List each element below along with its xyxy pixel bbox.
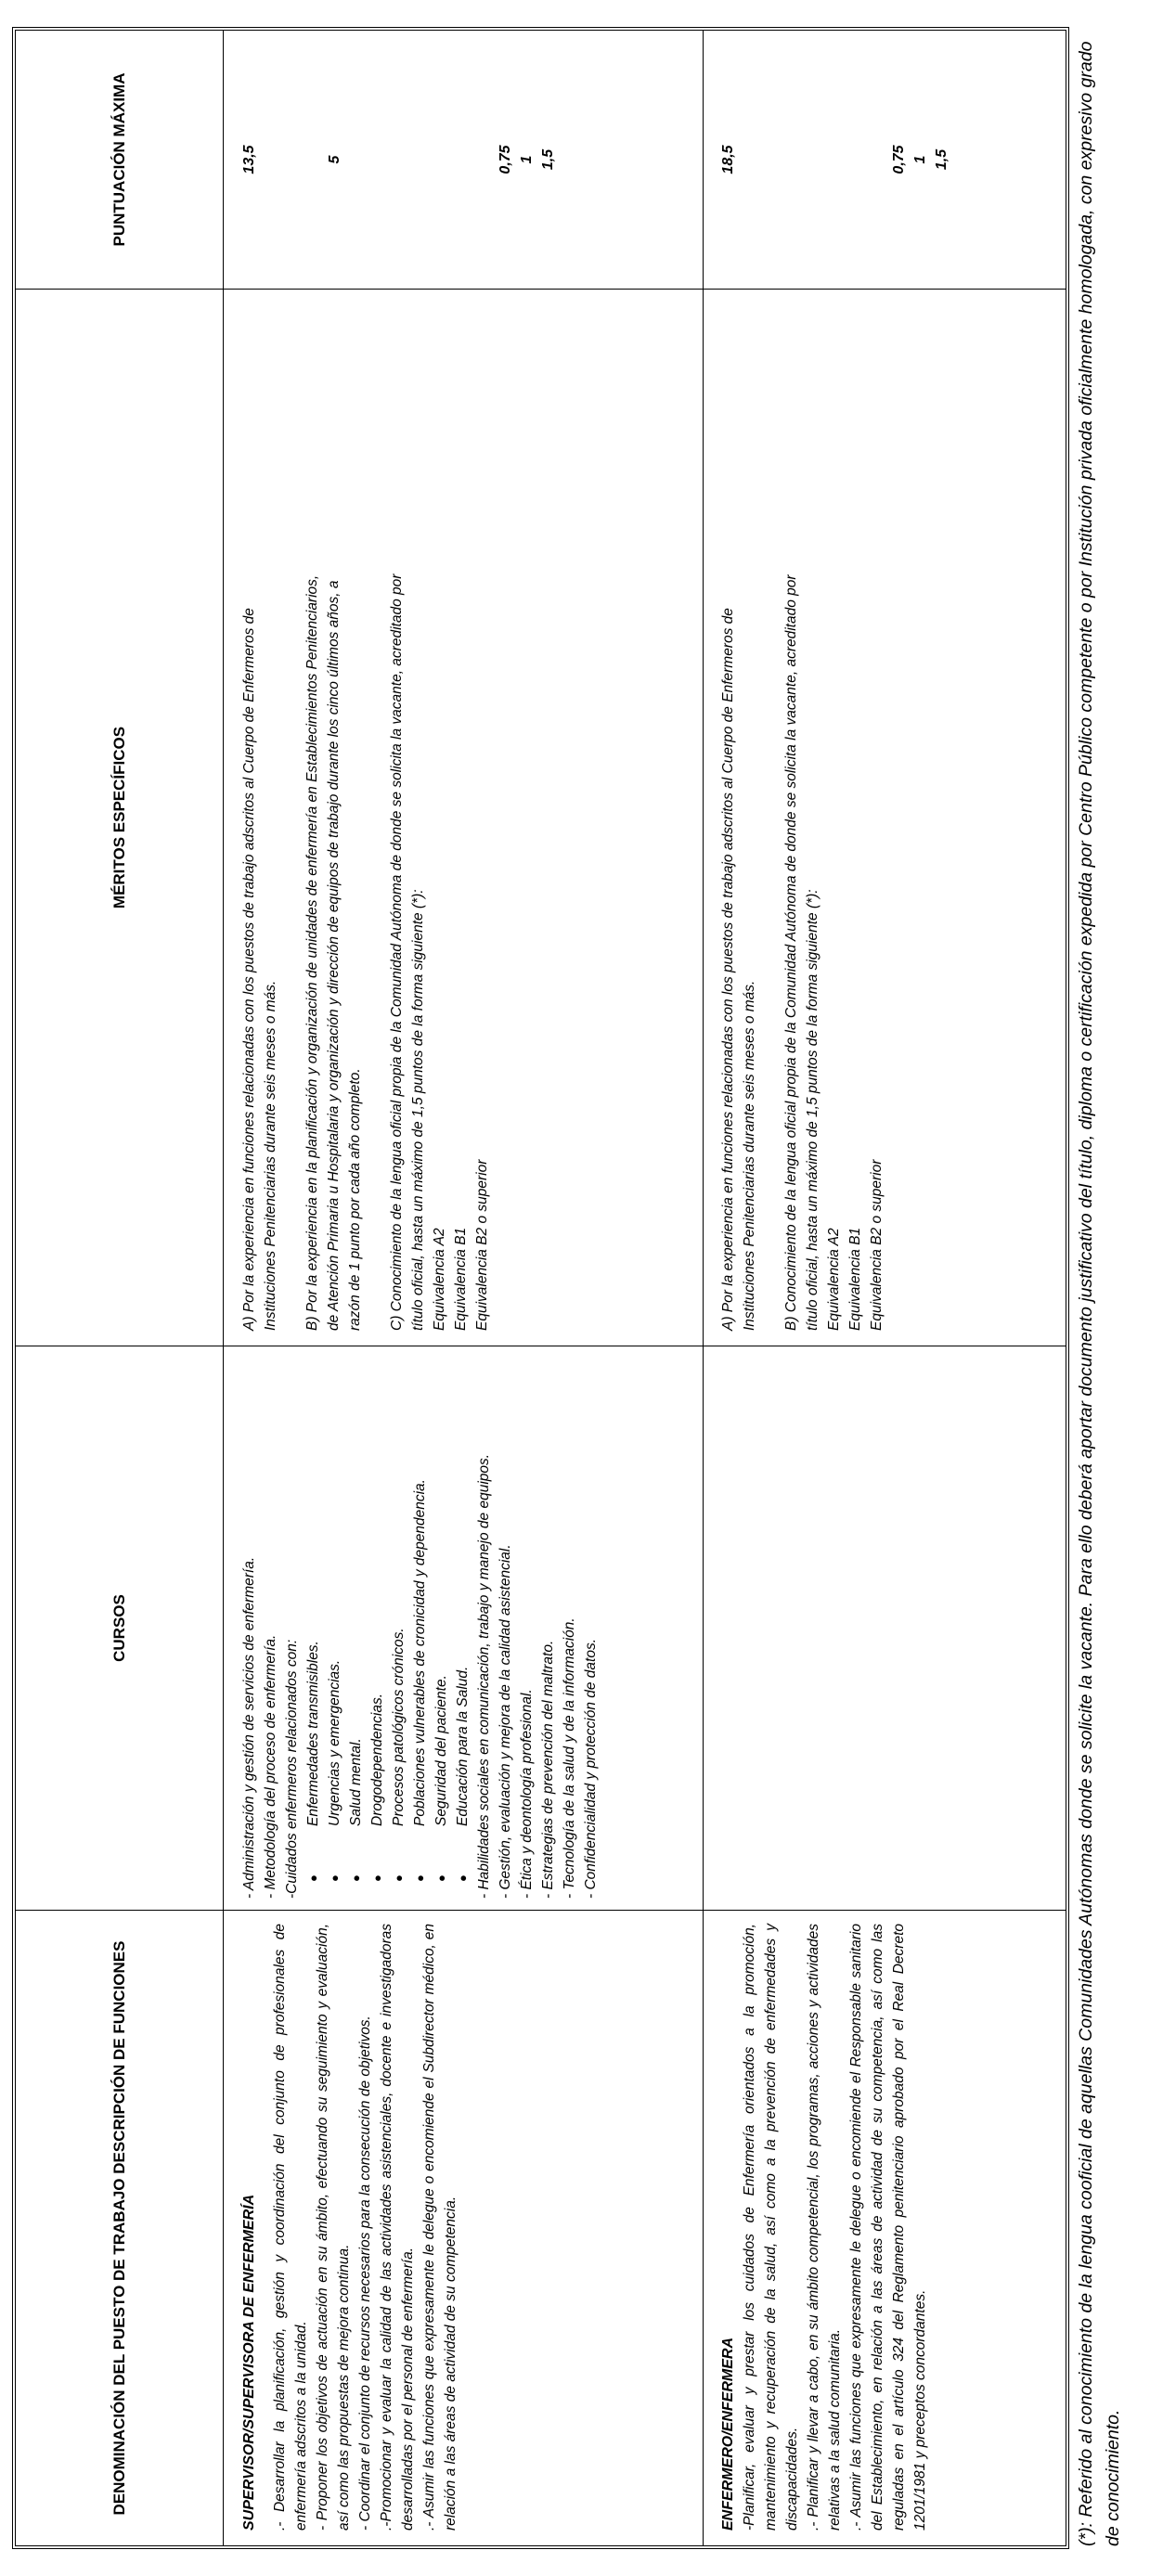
row1-functions [269, 1924, 461, 2531]
function-item: .-Promocionar y evaluar la calidad de las actividades asistenciales, docente e investigadoras desarrolladas por el personal de enfermería. [379, 1924, 416, 2531]
courses-sublist [303, 1359, 473, 1899]
function-item: - Proponer los objetivos de actuación en su ámbito, efectuando su seguimiento y evaluación, así como las propuestas de mejora continua. [315, 1924, 352, 2531]
merit-a: A) Por la experiencia en funciones relacionadas con los puestos de trabajo adscritos al Cuerpo de Enfermeros de Instituciones Penitenciarias durante seis meses o más. [241, 608, 278, 1331]
row-divider [703, 31, 704, 289]
row2-meritos-cell [717, 568, 887, 1331]
row-divider [703, 1346, 704, 1910]
course-item: - Habilidades sociales en comunicación, trabajo y manejo de equipos. [476, 1453, 492, 1899]
equivalence-b1: Equivalencia B1 [847, 1227, 863, 1331]
function-item: .- Desarrollar la planificación, gestión y coordinación del conjunto de profesionales de enfermería adscritos a la unidad. [272, 1924, 309, 2531]
column-puesto [16, 1911, 1066, 2545]
merit-b: B) Por la experiencia en la planificación y organización de unidades de enfermería en Establecimientos Penitenciarios, de Atención Primaria u Hospitalaria y organización y dirección de equipos de trabajo durante los cinco últimos años, a razón de 1 punto por cada año completo. [304, 574, 363, 1331]
row1-cursos-cell [239, 1359, 601, 1899]
function-item: - Coordinar el conjunto de recursos necesarios para la consecución de objetivos. [357, 2016, 373, 2531]
course-item: - Confidencialidad y protección de datos. [583, 1638, 599, 1899]
header-puntuacion: PUNTUACIÓN MÁXIMA [16, 31, 224, 289]
row1-puesto-cell [239, 1924, 461, 2531]
course-item: -Cuidados enfermeros relacionados con: [284, 1639, 300, 1899]
header-puesto: DENOMINACIÓN DEL PUESTO DE TRABAJO DESCRIPCIÓN DE FUNCIONES [16, 1911, 224, 2545]
function-item: .- Planificar y llevar a cabo, en su ámbito competencial, los programas, acciones y actividades relativas a la salud comunitaria. [806, 1924, 843, 2531]
merit-a: A) Por la experiencia en funciones relacionadas con los puestos de trabajo adscritos al Cuerpo de Enfermeros de Instituciones Penitenciarias durante seis meses o más. [720, 608, 757, 1331]
row1-title: SUPERVISOR/SUPERVISORA DE ENFERMERÍA [241, 2194, 257, 2531]
points-b2: 1,5 [934, 148, 950, 171]
merits-table [15, 30, 1066, 2546]
row2-functions [739, 1924, 931, 2531]
row-divider [703, 1911, 704, 2545]
course-subitem: ● Educación para la Salud. [452, 1359, 473, 1882]
course-subitem: ● Salud mental. [345, 1359, 367, 1882]
points-a2: 0,75 [891, 145, 907, 174]
points-a2: 0,75 [497, 145, 513, 174]
equivalence-b2: Equivalencia B2 o superior [474, 1159, 490, 1331]
points-b2: 1,5 [540, 148, 556, 171]
merit-language: B) Conocimiento de la lengua oficial propia de la Comunidad Autónoma de donde se solicita la vacante, acreditado por título oficial, hasta un máximo de 1,5 puntos de la forma siguiente (*): [783, 574, 821, 1331]
course-item: - Gestión, evaluación y mejora de la calidad asistencial. [497, 1544, 513, 1899]
row-divider [703, 290, 704, 1346]
header-cursos: CURSOS [16, 1346, 224, 1910]
function-item: .- Asumir las funciones que expresamente le delegue o encomiende el Responsable sanitario del Establecimiento, en relación a las áreas de actividad de su competencia, así como las reguladas en el artículo 324 del Reglamento penitenciario aprobado por el Real Decreto 1201/1981 y preceptos concordantes. [848, 1924, 928, 2531]
points-experience: 18,5 [720, 145, 736, 174]
course-subitem: ● Enfermedades transmisibles. [303, 1359, 324, 1882]
equivalence-a2: Equivalencia A2 [432, 1228, 447, 1331]
courses-list [239, 1359, 303, 1899]
course-item: - Estrategias de prevención del maltrato. [540, 1640, 556, 1899]
course-subitem: ● Seguridad del paciente. [431, 1359, 452, 1882]
row2-title: ENFERMERO/ENFERMERA [720, 2337, 736, 2531]
function-item: .- Asumir las funciones que expresamente le delegue o encomiende el Subdirector médico, en relación a las áreas de actividad de su competencia. [421, 1924, 459, 2531]
column-puntuacion [16, 31, 1066, 290]
equivalence-a2: Equivalencia A2 [826, 1228, 842, 1331]
course-item: - Metodología del proceso de enfermería. [263, 1634, 278, 1899]
row1-meritos-cell [239, 568, 493, 1331]
function-item: -Planificar, evaluar y prestar los cuidados de Enfermería orientados a la promoción, mantenimiento y recuperación de la salud, así como a la prevención de enfermedades y discapacidades. [742, 1924, 800, 2531]
points-experience: 13,5 [241, 145, 257, 174]
course-item: - Ética y deontología profesional. [519, 1689, 535, 1899]
course-subitem: ● Procesos patológicos crónicos. [388, 1359, 409, 1882]
equivalence-b2: Equivalencia B2 o superior [869, 1159, 885, 1331]
merit-language: C) Conocimiento de la lengua oficial propia de la Comunidad Autónoma de donde se solicita la vacante, acreditado por título oficial, hasta un máximo de 1,5 puntos de la forma siguiente (*): [389, 573, 426, 1331]
points-b1: 1 [912, 155, 928, 164]
course-item: - Administración y gestión de servicios de enfermería. [241, 1556, 257, 1899]
column-meritos [16, 290, 1066, 1346]
header-meritos: MÉRITOS ESPECÍFICOS [16, 290, 224, 1346]
course-subitem: ● Urgencias y emergencias. [324, 1359, 345, 1882]
column-cursos [16, 1346, 1066, 1911]
footnote: (*): Referido al conocimiento de la lengua cooficial de aquellas Comunidades Autónomas donde se solicite la vacante. Para ello deberá aportar documento justificativo del título, diploma o certificación expedida por Centro Público competente o por Institución privada oficialmente homologada, con expresivo grado de conocimiento. [1076, 41, 1123, 2546]
courses-list-post [473, 1359, 601, 1899]
points-planning: 5 [327, 155, 342, 164]
course-subitem: ● Drogodependencias. [367, 1359, 388, 1882]
course-subitem: ● Poblaciones vulnerables de cronicidad y dependencia. [409, 1359, 431, 1882]
equivalence-b1: Equivalencia B1 [453, 1227, 469, 1331]
points-b1: 1 [519, 155, 535, 164]
course-item: - Tecnología de la salud y de la información. [562, 1617, 577, 1899]
row2-puesto-cell [717, 1924, 931, 2531]
